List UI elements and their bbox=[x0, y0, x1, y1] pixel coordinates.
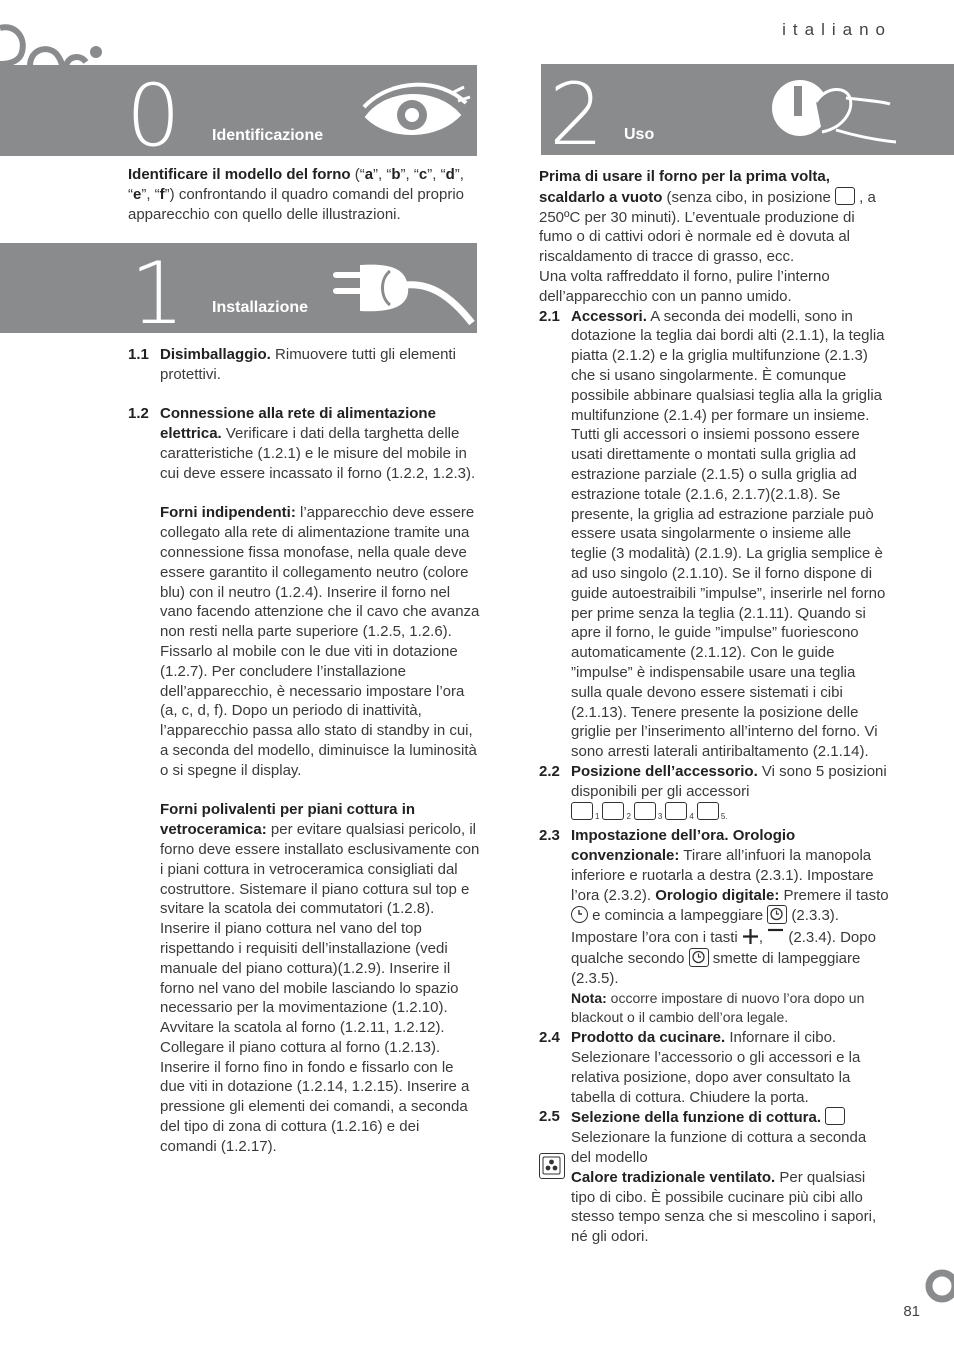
item-2-2: 2.2 Posizione dell’accessorio. Vi sono 5 posizioni disponibili per gli accessori $_1$ $_2$ $_3$ $_4$ $_{5.}$ bbox=[539, 762, 889, 826]
item-2-1: 2.1 Accessori. A seconda dei modelli, sono in dotazione la teglia dai bordi alti (2.1.1), la teglia piatta (2.1.2) e la griglia multifunzione (2.1.3) che si usano singolarmente. È comunque possibile abbinare qualsiasi teglia alla la griglia multifunzione (2.1.4) per formare un insieme. Tutti gli accessori o insiemi possono essere usati direttamente o montati sulla griglia ad estrazione parziale (2.1.5) o sulla griglia ad estrazione totale (2.1.6, 2.1.7)(2.1.8). Se presente, la griglia ad estrazione parziale può essere usata singolarmente o insieme alle teglie (3 modalità) (2.1.9). La griglia semplice è ad uso singolo (2.1.10). Se il forno dispone di guide autoestraibili ”impulse”, inserirle nel forno per prime senza la teglia (2.1.11). Quando si apre il forno, le guide ”impulse” fuoriescono automaticamente (2.1.12). Con le guide ”impulse” è indispensabile usare una teglia sulla quale devono essere sistemati i cibi (2.1.13). Tenere presente la posizione delle griglie per l’inserimento all’interno del forno. Vi sono arresti laterali antiribaltamento (2.1.14). bbox=[539, 307, 886, 761]
item-2-4: 2.4 Prodotto da cucinare. Infornare il cibo. Selezionare l’accessorio o gli accessori e la relativa posizione, dopo aver consultato la tabella di cottura. Chiudere la porta. bbox=[539, 1029, 861, 1106]
item-2-5: 2.5 Selezione della funzione di cottura. Selezionare la funzione di cottura a seconda del modello Calore tradizionale ventilato. Per qualsiasi tipo di cibo. È possibile cucinare più cibi allo stesso tempo senza che si mescolino i sapori, né gli odori. bbox=[539, 1107, 889, 1247]
shelf-position-2-icon bbox=[602, 802, 624, 820]
plus-icon bbox=[742, 928, 759, 945]
shelf-position-1-icon bbox=[571, 802, 593, 820]
clock-button-icon bbox=[571, 906, 588, 923]
plug-icon bbox=[330, 263, 475, 329]
section-0-title: Identificazione bbox=[212, 127, 324, 144]
shelf-position-5-icon bbox=[697, 802, 719, 820]
clock-display-icon bbox=[689, 948, 709, 967]
decorative-ring bbox=[922, 1268, 954, 1304]
language-label: italiano bbox=[782, 20, 892, 39]
decorative-circles-logo bbox=[0, 22, 110, 66]
section-2-number: 2 bbox=[549, 65, 604, 165]
section-2-title: Uso bbox=[624, 126, 655, 143]
section-1-number: 1 bbox=[130, 244, 185, 344]
function-selector-icon bbox=[825, 1107, 845, 1125]
independent-ovens: Forni indipendenti: l’apparecchio deve essere collegato alla rete di alimentazione tramite una connessione fissa monofase, nella quale deve essere garantito il collegamento neutro (colore blu) con il neutro (1.2.4). Inserire il forno nel vano facendo attenzione che il cavo che avanza non resti nella parte superiore (1.2.5, 1.2.6). Fissarlo al mobile con le due viti in dotazione (1.2.7). Per concludere l’installazione dell’apparecchio, è necessario impostare l’ora (a, c, d, f). Dopo un periodo di inattività, l’apparecchio passa allo stato di standby in cui, a seconda del modello, diminuisce la luminosità o si spegne il display. bbox=[160, 504, 480, 779]
eye-icon bbox=[360, 79, 472, 145]
first-use-intro: Prima di usare il forno per la prima volta, scaldarlo a vuoto (senza cibo, in posizione , a 250ºC per 30 minuti). L’eventuale produzione di fumo o di cattivi odori è normale ed è dovuta al riscaldamento di tracce di grasso, ecc. bbox=[539, 168, 876, 266]
identification-text: Identificare il modello del forno (“a”, “b”, “c”, “d”, “e”, “f”) confrontando il quadro comandi del proprio apparecchio con quello delle illustrazioni. bbox=[128, 166, 465, 223]
shelf-position-3-icon bbox=[634, 802, 656, 820]
section-1-title: Installazione bbox=[212, 299, 309, 316]
shelf-position-4-icon bbox=[665, 802, 687, 820]
page-number: 81 bbox=[903, 1303, 920, 1320]
use-text: Prima di usare il forno per la prima volta, scaldarlo a vuoto (senza cibo, in posizione , a 250ºC per 30 minuti). L’eventuale produzione di fumo o di cattivi odori è normale ed è dovuta al riscaldamento di tracce di grasso, ecc. Una volta raffreddato il forno, pulire l’interno dell’apparecchio con un panno umido. 2.1 Accessori. A seconda dei modelli, sono in dotazione la teglia dai bordi alti (2.1.1), la teglia piatta (2.1.2) e la griglia multifunzione (2.1.3) che si usano singolarmente. È comunque possibile abbinare qualsiasi teglia alla la griglia multifunzione (2.1.4) per formare un insieme. Tutti gli accessori o insiemi possono essere usati direttamente o montati sulla griglia ad estrazione parziale (2.1.5) o sulla griglia ad estrazione totale (2.1.6, 2.1.7)(2.1.8). Se presente, la griglia ad estrazione parziale può essere usata singolarmente o insieme alle teglie (3 modalità) (2.1.9). La griglia semplice è ad uso singolo (2.1.10). Se il forno dispone di guide autoestraibili ”impulse”, inserirle nel forno per prime senza la teglia (2.1.11). Quando si apre il forno, le guide ”impulse” fuoriescono automaticamente (2.1.12). Con le guide ”impulse” è indispensabile usare una teglia sulla quale devono essere sistemati i cibi (2.1.13). Tenere presente la posizione delle griglie per l’inserimento all’interno del forno. Vi sono arresti laterali antiribaltamento (2.1.14). 2.2 Posizione dell’accessorio. Vi sono 5 posizioni disponibili per gli accessori $_1$ $_2$ $_3$ $_4$ $_{5.}$ 2.3 Impostazione dell’ora. Orologio convenzionale: Tirare all’infuori la manopola inferiore e ruotarla a destra (2.3.1). Impostare l’ora (2.3.2). Orologio digitale: Premere il tasto e comincia a lampeggiare (2.3.3). Impostare l’ora con i tasti , (2.3.4). Dopo qualche secondo smette di lampeggiare (2.3.5). Nota: occorre impostare di nuovo l’ora dopo un blackout o il cambio dell’ora legale. 2.4 Prodotto da cucinare. Infornare il cibo. Selezionare l’accessorio o gli accessori e la relativa posizione, dopo aver consultato la tabella di cottura. Chiudere la porta. 2.5 Selezione della funzione di cottura. Selezionare la funzione di cottura a seconda del modello Calore tradizionale ventilato. Per qualsiasi tipo di cibo. È possibile cucinare più cibi allo stesso tempo senza che si mescolino i sapori, né gli odori. bbox=[539, 168, 889, 1246]
polyvalent-ovens: Forni polivalenti per piani cottura in vetroceramica: per evitare qualsiasi pericolo, il forno deve essere installato esclusivamente con i piani cottura in vetroceramica consigliati dal costruttore. Sistemare il piano cottura sul top e svitare la scatola dei commutatori (1.2.8). Inserire il piano cottura nel vano del top rispettando i requisiti dell’installazione (vedi manuale del piano cottura)(1.2.9). Inserire il forno nel vano del mobile lasciando lo spazio necessario per la movimentazione (1.2.10). Avvitare la scatola al forno (1.2.11, 1.2.12). Collegare il piano cottura al forno (1.2.13). Inserire il forno fino in fondo e fissarlo con le due viti in dotazione (1.2.14, 1.2.15). Inserire a pressione gli elementi dei comandi, a seconda del tipo di zona di cottura (1.2.16) e dei comandi (1.2.17). bbox=[160, 801, 480, 1155]
installation-text bbox=[128, 345, 480, 1157]
section-1-banner bbox=[0, 243, 477, 344]
clock-display-icon bbox=[767, 905, 787, 924]
fan-icon bbox=[539, 1153, 565, 1179]
item-1-2: 1.2 Connessione alla rete di alimentazione elettrica. Verificare i dati della targhetta delle caratteristiche (1.2.1) e le misure del mobile in cui deve essere incassato il forno (1.2.2, 1.2.3). Forni indipendenti: l’apparecchio deve essere collegato alla rete di alimentazione tramite una connessione fissa monofase, nella quale deve essere garantito il collegamento neutro (colore blu) con il neutro (1.2.4). Inserire il forno nel vano facendo attenzione che il cavo che avanza non resti nella parte superiore (1.2.5, 1.2.6). Fissarlo al mobile con le due viti in dotazione (1.2.7). Per concludere l’installazione dell’apparecchio, è necessario impostare l’ora (a, c, d, f). Dopo un periodo di inattività, l’apparecchio passa allo stato di standby in cui, a seconda del modello, diminuisce la luminosità o si spegne il display. Forni polivalenti per piani cottura in vetroceramica: per evitare qualsiasi pericolo, il forno deve essere installato esclusivamente con i piani cottura in vetroceramica consigliati dal costruttore. Sistemare il piano cottura sul top e svitare la scatola dei commutatori (1.2.8). Inserire il piano cottura nel vano del top rispettando i requisiti dell’installazione (vedi manuale del piano cottura)(1.2.9). Inserire il forno nel vano del mobile lasciando lo spazio necessario per la movimentazione (1.2.10). Avvitare la scatola al forno (1.2.11, 1.2.12). Collegare il piano cottura al forno (1.2.13). Inserire il forno fino in fondo e fissarlo con le due viti in dotazione (1.2.14, 1.2.15). Inserire a pressione gli elementi dei comandi, a seconda del tipo di zona di cottura (1.2.16) e dei comandi (1.2.17). bbox=[128, 405, 480, 1155]
note: Nota: occorre impostare di nuovo l’ora dopo un blackout o il cambio dell’ora legale. bbox=[571, 989, 865, 1026]
section-0-number: 0 bbox=[126, 66, 181, 166]
item-2-3: 2.3 Impostazione dell’ora. Orologio convenzionale: Tirare all’infuori la manopola inferiore e ruotarla a destra (2.3.1). Impostare l’ora (2.3.2). Orologio digitale: Premere il tasto e comincia a lampeggiare (2.3.3). Impostare l’ora con i tasti , (2.3.4). Dopo qualche secondo smette di lampeggiare (2.3.5). Nota: occorre impostare di nuovo l’ora dopo un blackout o il cambio dell’ora legale. bbox=[539, 826, 889, 1028]
fan-function: Calore tradizionale ventilato. Per qualsiasi tipo di cibo. È possibile cucinare più cibi allo stesso tempo senza che si mescolino i sapori, né gli odori. bbox=[571, 1168, 877, 1246]
rectangle-position-icon bbox=[835, 187, 855, 205]
position-icons: $_1$ $_2$ $_3$ $_4$ $_{5.}$ bbox=[571, 802, 889, 827]
item-1-1: 1.1 Disimballaggio. Rimuovere tutti gli elementi protettivi. bbox=[128, 346, 456, 383]
minus-icon bbox=[767, 926, 784, 943]
section-0-banner bbox=[0, 65, 477, 166]
finger-knob-icon bbox=[766, 76, 954, 155]
section-2-banner bbox=[541, 64, 954, 165]
